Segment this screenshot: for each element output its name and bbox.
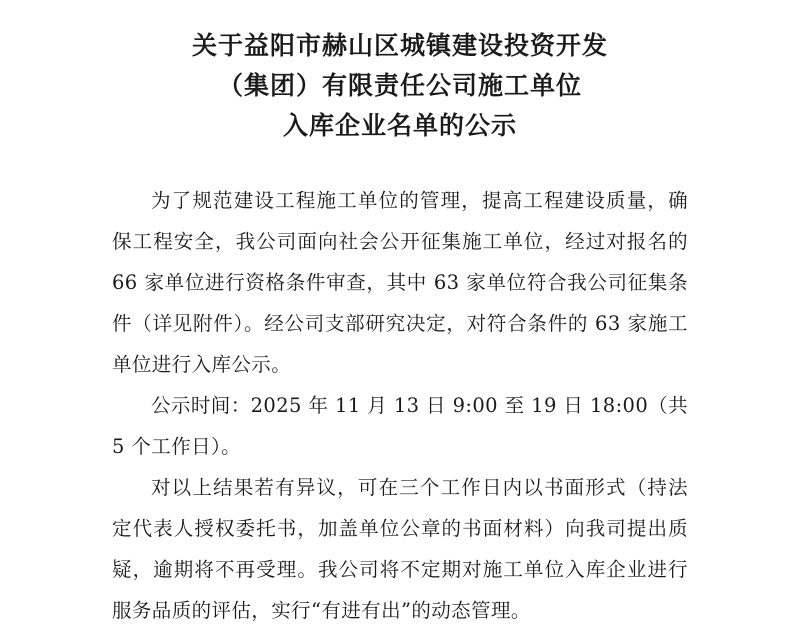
- page-title: [112, 18, 688, 146]
- page-title-line-1: 关于益阳市赫山区城镇建设投资开发: [191, 31, 608, 60]
- document-body: [112, 180, 688, 631]
- paragraph-3: 对以上结果若有异议，可在三个工作日内以书面形式（持法定代表人授权委托书，加盖单位公章的书面材料）向我司提出质疑，逾期将不再受理。我公司将不定期对施工单位入库企业进行服务品质的评估，实行“有进有出”的动态管理。: [112, 476, 688, 622]
- paragraph-2: 公示时间：2025 年 11 月 13 日 9:00 至 19 日 18:00（共 5 个工作日）。: [112, 394, 688, 458]
- page-title-line-2: （集团）有限责任公司施工单位: [217, 71, 582, 100]
- paragraph-1: 为了规范建设工程施工单位的管理，提高工程建设质量，确保工程安全，我公司面向社会公开征集施工单位，经过对报名的 66 家单位进行资格条件审查，其中 63 家单位符合我公司征集条件（详见附件）。经公司支部研究决定，对符合条件的 63 家施工单位进行入库公示。: [112, 189, 688, 376]
- page-title-line-3: 入库企业名单的公示: [282, 111, 517, 140]
